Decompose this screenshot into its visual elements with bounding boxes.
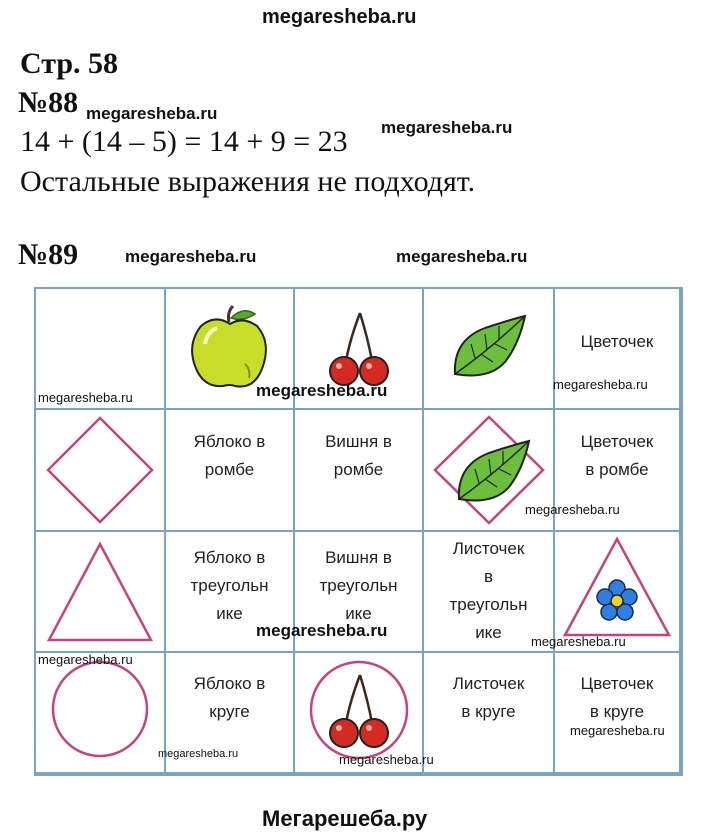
watermark-grid-7: megaresheba.ru	[38, 652, 133, 667]
cell-r1c0	[36, 410, 166, 532]
cell-r1c1	[166, 410, 295, 532]
cell-r2c3-label: Листочек в треугольн ике	[449, 538, 528, 642]
task-88-number: №88	[18, 86, 79, 119]
task-89-number: №89	[18, 238, 79, 271]
page-title: Стр. 58	[20, 47, 119, 80]
cell-r2c2-label: Вишня в треугольн ике	[319, 547, 398, 623]
cell-r2c0	[36, 532, 166, 653]
watermark-88b: megaresheba.ru	[381, 118, 513, 137]
watermark-88a: megaresheba.ru	[86, 104, 218, 123]
cell-r3c1-label: Яблоко в круге	[193, 673, 266, 721]
watermark-top: megaresheba.ru	[262, 6, 417, 28]
watermark-89b: megaresheba.ru	[396, 247, 528, 266]
cell-r0c4-label: Цветочек	[580, 331, 654, 351]
watermark-grid-9: megaresheba.ru	[339, 752, 434, 767]
watermark-grid-1: megaresheba.ru	[38, 390, 133, 405]
watermark-grid-5: megaresheba.ru	[256, 621, 388, 640]
watermark-grid-3: megaresheba.ru	[553, 377, 648, 392]
watermark-89a: megaresheba.ru	[125, 247, 257, 266]
rhombus-shape	[44, 414, 156, 526]
leaf-icon	[449, 314, 529, 384]
cell-r3c4-label: Цветочек в круге	[580, 673, 654, 721]
watermark-grid-6: megaresheba.ru	[531, 634, 626, 649]
watermark-bottom: Мегарешеба.ру	[262, 806, 428, 831]
cell-r1c1-label: Яблоко в ромбе	[193, 432, 266, 479]
task-88-note: Остальные выражения не подходят.	[20, 165, 476, 198]
cell-r3c4	[555, 653, 681, 774]
cell-r1c2-label: Вишня в ромбе	[325, 432, 392, 479]
watermark-grid-10: megaresheba.ru	[570, 723, 665, 738]
task-88-equation: 14 + (14 – 5) = 14 + 9 = 23	[20, 125, 348, 158]
cell-r1c4-label: Цветочек в ромбе	[580, 432, 654, 479]
cell-r2c1-label: Яблоко в треугольн ике	[190, 547, 269, 623]
cell-r1c2	[295, 410, 424, 532]
cell-r3c0	[36, 653, 166, 774]
cherry-icon	[324, 309, 394, 389]
watermark-grid-2: megaresheba.ru	[256, 381, 388, 400]
circle-shape	[48, 657, 152, 761]
watermark-grid-8: megaresheba.ru	[158, 748, 239, 760]
flower-in-triangle	[561, 535, 673, 639]
triangle-shape	[45, 540, 155, 644]
cell-r0c3	[424, 289, 555, 410]
cherry-in-circle	[306, 657, 412, 763]
apple-icon	[185, 304, 275, 394]
shapes-table	[34, 287, 683, 776]
cell-r3c3	[424, 653, 555, 774]
cell-r3c3-label: Листочек в круге	[452, 673, 525, 721]
watermark-grid-4: megaresheba.ru	[525, 502, 620, 517]
